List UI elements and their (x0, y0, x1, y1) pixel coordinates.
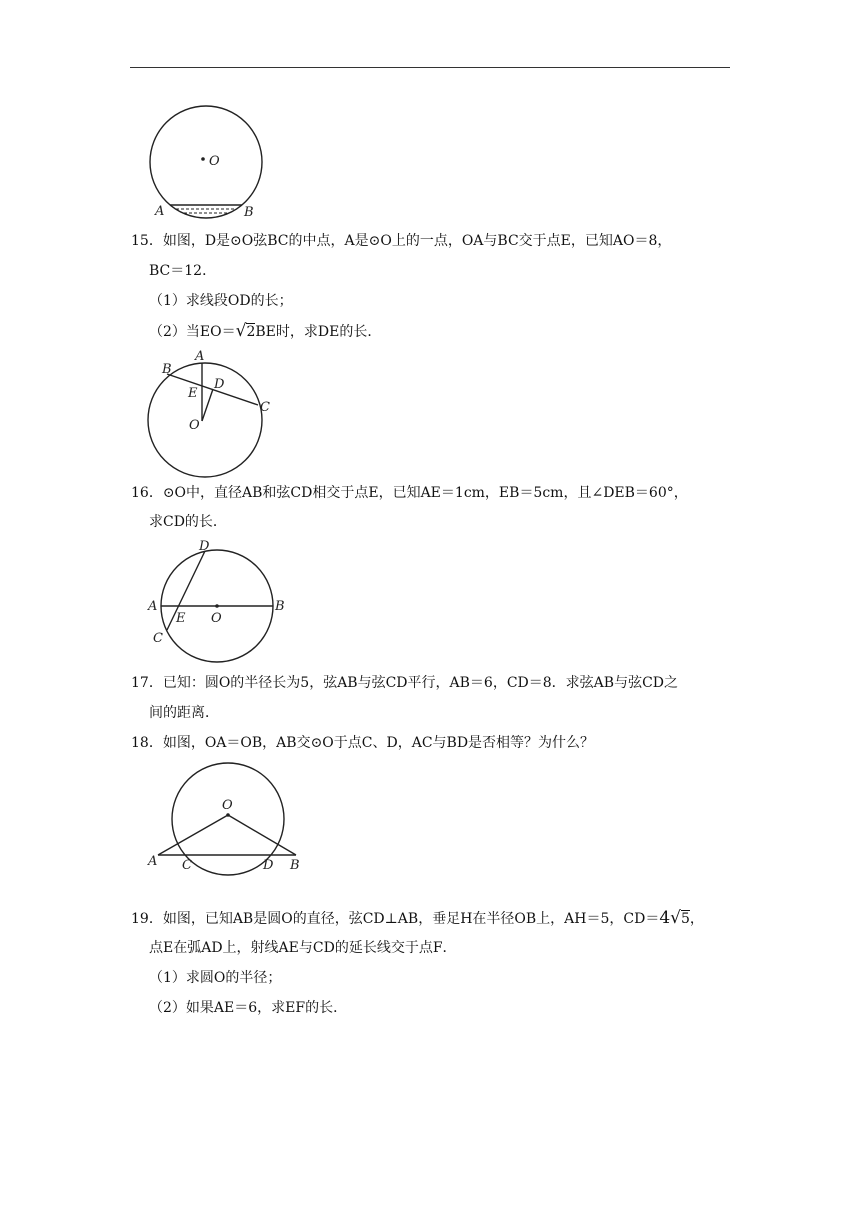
segment-OA (158, 815, 228, 855)
q19-cd-coef: 4 (659, 908, 671, 928)
q15-part2-post: BE时，求DE的长． (255, 324, 382, 340)
q16-line2: 求CD的长． (149, 514, 227, 530)
q19-line2: 点E在弧AD上，射线AE与CD的延长线交于点F． (149, 940, 457, 956)
label-C: C (182, 858, 192, 873)
segment-OB (228, 815, 296, 855)
label-D: D (263, 858, 274, 873)
label-E: E (188, 386, 198, 401)
circle (148, 363, 262, 477)
label-A: A (195, 349, 205, 364)
label-O: O (189, 418, 200, 433)
label-B: B (162, 362, 172, 377)
label-B: B (290, 858, 300, 873)
label-O: O (209, 154, 220, 169)
q19-line1-post: ， (689, 911, 704, 927)
q19-line1-pre: 19．如图，已知AB是圆O的直径，弦CD⊥AB，垂足H在半径OB上，AH＝5，CD＝ (131, 911, 660, 927)
label-C: C (260, 400, 270, 415)
q18-line1: 18．如图，OA＝OB，AB交⊙O于点C、D，AC与BD是否相等？为什么？ (131, 735, 595, 751)
q15-part2-pre: （2）当EO＝ (149, 324, 236, 340)
header-rule (130, 67, 730, 68)
figure-q18 (140, 755, 315, 880)
chord-CD (167, 551, 205, 630)
q15-part2 (149, 321, 381, 342)
label-B: B (275, 599, 285, 614)
q15-line2: BC＝12． (149, 263, 217, 279)
figure-q16 (145, 538, 295, 668)
figure-q14 (140, 95, 270, 220)
label-A: A (155, 204, 165, 219)
label-A: A (148, 854, 158, 869)
q16-line1: 16．⊙O中，直径AB和弦CD相交于点E，已知AE＝1cm，EB＝5cm，且∠DEB＝60°， (131, 485, 688, 501)
center-point (226, 813, 230, 817)
q19-part2: （2）如果AE＝6，求EF的长． (149, 1000, 348, 1016)
label-C: C (153, 631, 163, 646)
q15-part2-sqrt: 2 (246, 324, 256, 340)
segment-OD (202, 389, 213, 421)
q15-part1: （1）求线段OD的长； (149, 293, 293, 309)
center-point (215, 604, 219, 608)
label-A: A (148, 599, 158, 614)
q17-line1: 17．已知：圆O的半径长为5，弦AB与弦CD平行，AB＝6，CD＝8．求弦AB与弦CD之 (131, 675, 679, 691)
center-point (201, 157, 205, 161)
label-D: D (214, 377, 225, 392)
sqrt-sign: √ (235, 321, 247, 341)
q15-line1: 15．如图，D是⊙O弦BC的中点，A是⊙O上的一点，OA与BC交于点E，已知AO＝8， (131, 233, 672, 249)
q19-line1 (131, 908, 704, 929)
sqrt-sign: √ (670, 908, 681, 928)
label-E: E (176, 611, 186, 626)
figure-q15 (140, 347, 280, 477)
q19-cd-sqrt: 5 (681, 911, 690, 927)
q17-line2: 间的距离． (149, 705, 219, 721)
label-O: O (222, 798, 233, 813)
label-D: D (199, 539, 210, 554)
circle (150, 106, 262, 218)
label-B: B (244, 205, 254, 220)
label-O: O (211, 611, 222, 626)
q19-part1: （1）求圆O的半径； (149, 970, 282, 986)
